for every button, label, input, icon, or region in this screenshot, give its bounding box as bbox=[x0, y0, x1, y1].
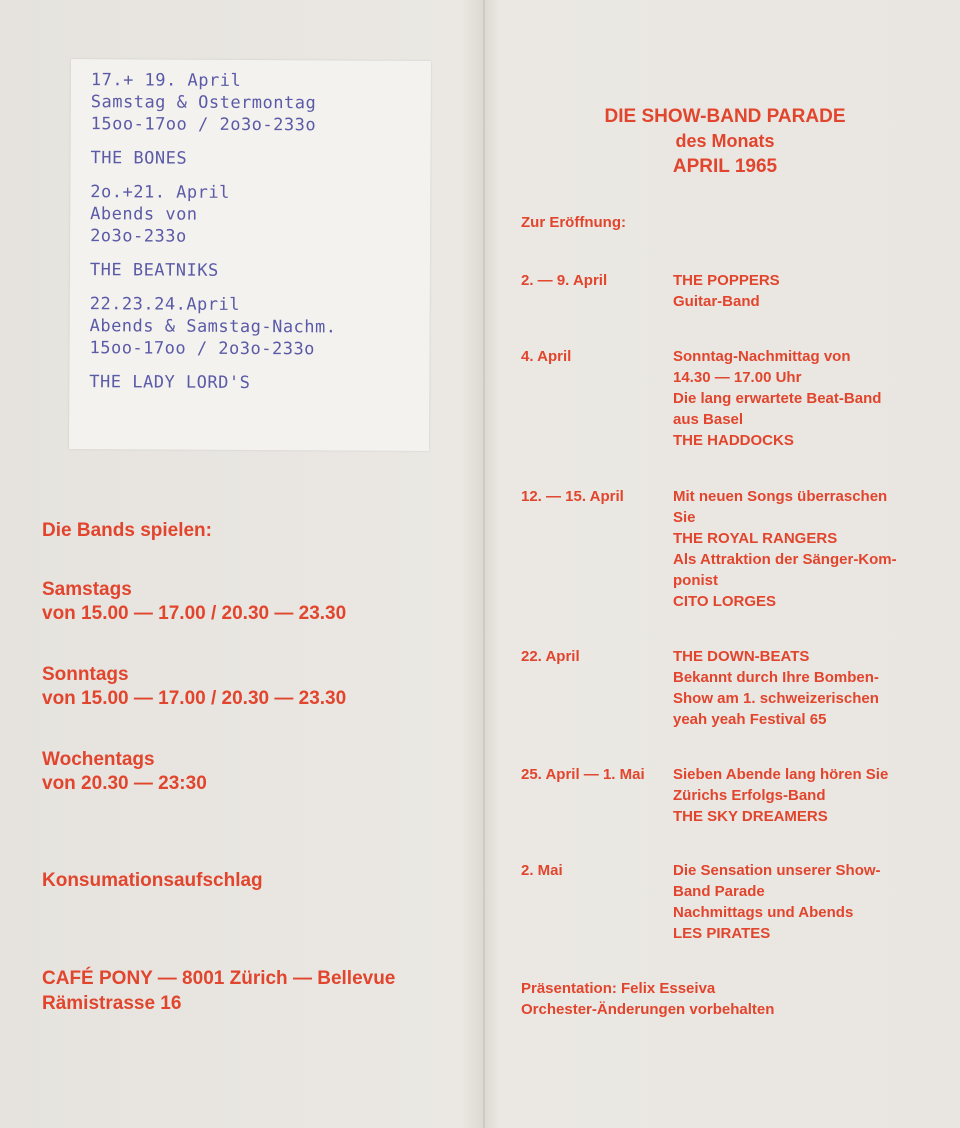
note-line: 2o3o-233o bbox=[90, 226, 187, 247]
event-date: 22. April bbox=[521, 648, 580, 665]
event-line: Die Sensation unserer Show- bbox=[673, 862, 881, 879]
note-line: 15oo-17oo / 2o3o-233o bbox=[90, 114, 317, 136]
schedule-times: von 15.00 — 17.00 / 20.30 — 23.30 bbox=[42, 603, 347, 624]
title-main: DIE SHOW-BAND PARADE bbox=[604, 106, 846, 127]
venue-address-line1: CAFÉ PONY — 8001 Zürich — Bellevue bbox=[42, 968, 396, 989]
opening-label: Zur Eröffnung: bbox=[521, 214, 626, 231]
schedule-day: Samstags bbox=[42, 579, 132, 600]
note-line: THE BEATNIKS bbox=[89, 260, 219, 281]
event-line: Sonntag-Nachmittag von bbox=[673, 348, 851, 365]
event-line: 14.30 — 17.00 Uhr bbox=[673, 369, 802, 386]
note-block bbox=[91, 69, 421, 137]
event-line: THE DOWN-BEATS bbox=[673, 648, 810, 665]
venue-address bbox=[42, 966, 395, 1016]
footer-notes bbox=[521, 978, 774, 1020]
changes-disclaimer: Orchester-Änderungen vorbehalten bbox=[521, 1001, 775, 1018]
typed-note-text bbox=[89, 69, 421, 407]
event-line: THE POPPERS bbox=[673, 272, 780, 289]
event-date: 4. April bbox=[521, 348, 572, 365]
note-line: THE LADY LORD'S bbox=[89, 372, 251, 394]
event-date: 2. Mai bbox=[521, 862, 563, 879]
event-date: 12. — 15. April bbox=[521, 488, 624, 505]
event-line: Mit neuen Songs überraschen bbox=[673, 488, 888, 505]
note-line: 2o.+21. April bbox=[90, 182, 230, 203]
event-date: 25. April — 1. Mai bbox=[521, 766, 645, 783]
schedule-sundays bbox=[42, 663, 346, 711]
event-line: Zürichs Erfolgs-Band bbox=[673, 787, 826, 804]
event-line: THE ROYAL RANGERS bbox=[673, 530, 838, 547]
event-line: Sieben Abende lang hören Sie bbox=[673, 766, 889, 783]
event-line: CITO LORGES bbox=[673, 593, 777, 610]
schedule-saturdays bbox=[42, 578, 346, 626]
event-line: THE HADDOCKS bbox=[673, 432, 794, 449]
event-line: Als Attraktion der Sänger-Kom- bbox=[673, 551, 897, 568]
note-line: 17.+ 19. April bbox=[90, 70, 242, 91]
event-description bbox=[673, 646, 928, 730]
note-block bbox=[90, 181, 420, 249]
schedule-day: Wochentags bbox=[42, 749, 155, 770]
note-line: 15oo-17oo / 2o3o-233o bbox=[89, 338, 315, 360]
bands-play-heading: Die Bands spielen: bbox=[42, 520, 212, 541]
event-line: THE SKY DREAMERS bbox=[673, 808, 828, 825]
surcharge-note: Konsumationsaufschlag bbox=[42, 870, 263, 891]
center-fold bbox=[483, 0, 485, 1128]
title-month: APRIL 1965 bbox=[672, 156, 778, 177]
event-description bbox=[673, 346, 928, 451]
note-line: THE BONES bbox=[90, 148, 188, 169]
event-line: Sie bbox=[673, 509, 696, 526]
typed-note bbox=[69, 59, 431, 451]
event-line: Nachmittags und Abends bbox=[673, 904, 854, 921]
note-block bbox=[90, 259, 420, 283]
event-description bbox=[673, 486, 928, 612]
presentation-credit: Präsentation: Felix Esseiva bbox=[521, 980, 716, 997]
event-line: yeah yeah Festival 65 bbox=[673, 711, 827, 728]
schedule-weekdays bbox=[42, 748, 207, 796]
event-description bbox=[673, 860, 928, 944]
schedule-times: von 20.30 — 23:30 bbox=[42, 773, 207, 794]
schedule-day: Sonntags bbox=[42, 664, 129, 685]
event-description bbox=[673, 270, 928, 312]
event-line: Bekannt durch Ihre Bomben- bbox=[673, 669, 879, 686]
note-block bbox=[90, 147, 420, 171]
event-line: Band Parade bbox=[673, 883, 765, 900]
note-line: Abends & Samstag-Nachm. bbox=[89, 316, 337, 338]
event-description bbox=[673, 764, 928, 827]
note-line: 22.23.24.April bbox=[89, 294, 241, 315]
event-line: Die lang erwartete Beat-Band bbox=[673, 390, 882, 407]
note-block bbox=[89, 293, 419, 361]
event-line: Guitar-Band bbox=[673, 293, 760, 310]
event-line: aus Basel bbox=[673, 411, 744, 428]
event-line: ponist bbox=[673, 572, 718, 589]
note-line: Samstag & Ostermontag bbox=[90, 92, 317, 114]
note-block bbox=[89, 371, 419, 395]
schedule-times: von 15.00 — 17.00 / 20.30 — 23.30 bbox=[42, 688, 347, 709]
venue-address-line2: Rämistrasse 16 bbox=[42, 993, 182, 1014]
event-date: 2. — 9. April bbox=[521, 272, 608, 289]
event-line: LES PIRATES bbox=[673, 925, 771, 942]
note-line: Abends von bbox=[90, 204, 198, 225]
event-line: Show am 1. schweizerischen bbox=[673, 690, 879, 707]
title-subtitle: des Monats bbox=[675, 131, 775, 151]
flyer-title bbox=[560, 104, 890, 179]
